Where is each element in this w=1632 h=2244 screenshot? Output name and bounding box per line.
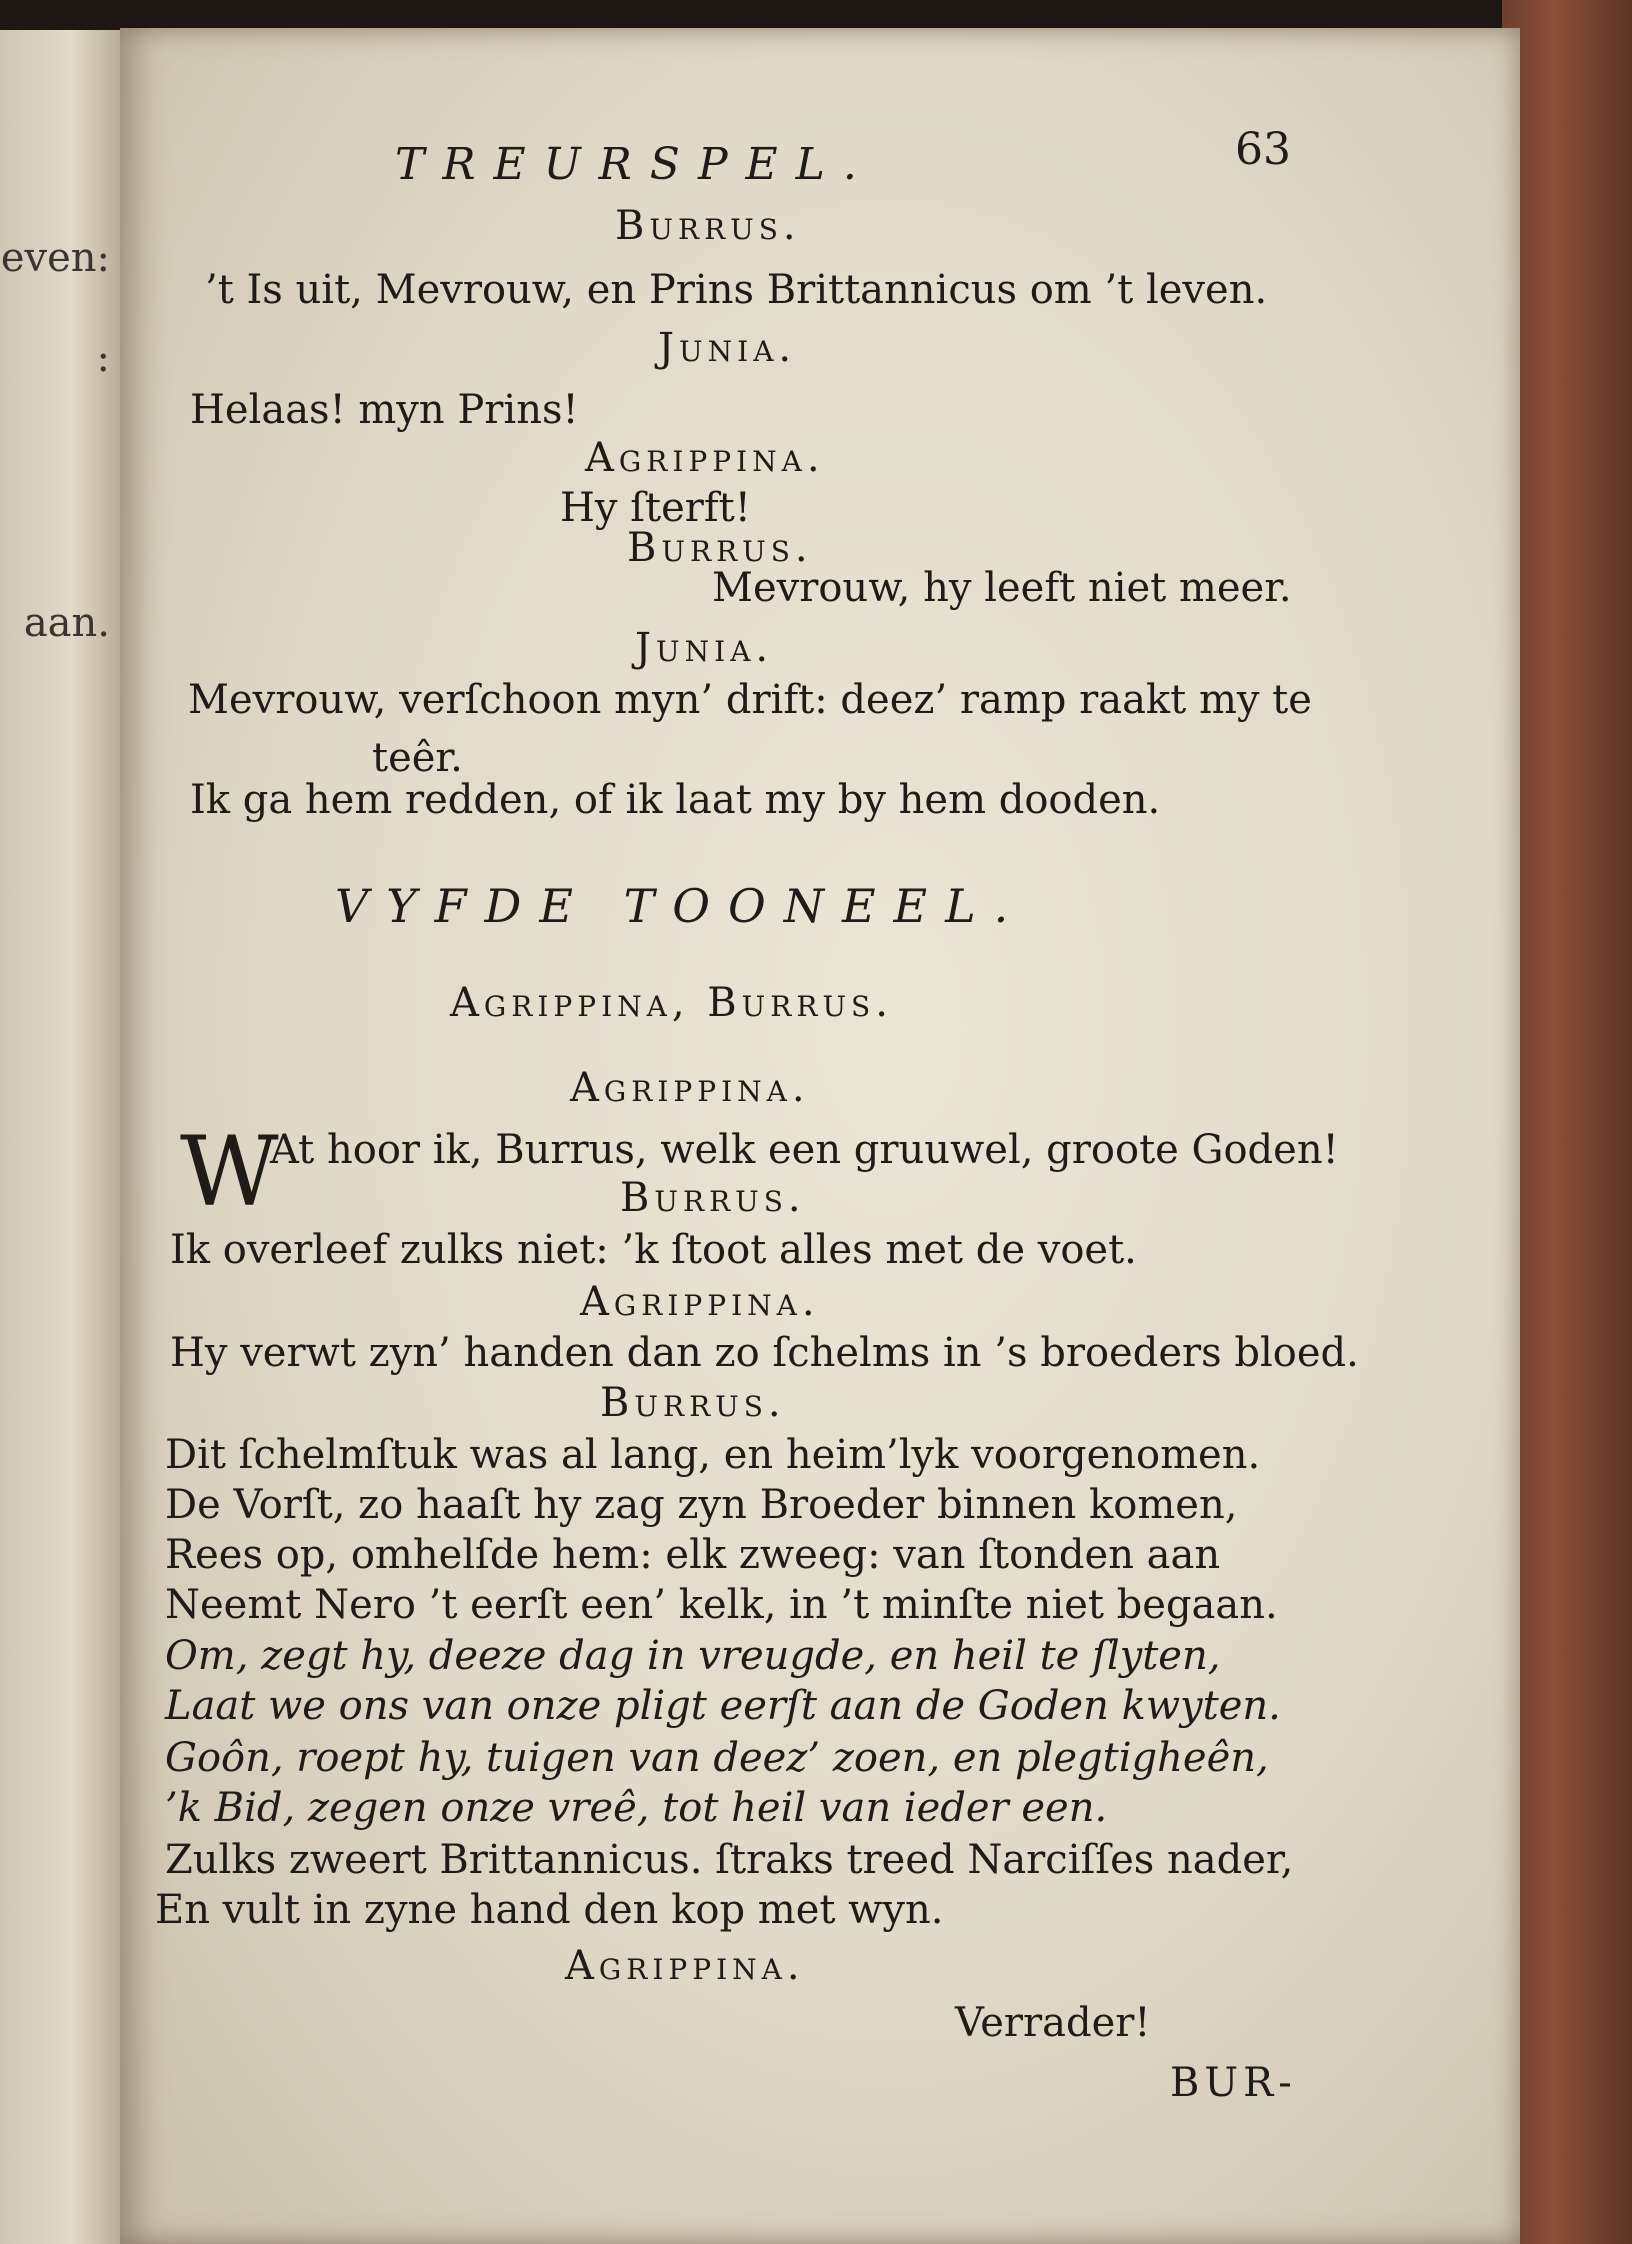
scene-characters: Agrippina, Burrus. <box>450 980 893 1026</box>
verse-line: Verrader! <box>955 2000 1151 2046</box>
verse-line: En vult in zyne hand den kop met wyn. <box>155 1887 944 1933</box>
speaker-label: Agrippina. <box>570 1065 810 1111</box>
verse-line: Hy verwt zyn’ handen dan zo ſchelms in ’s broeders bloed. <box>170 1330 1359 1376</box>
verse-line: Zulks zweert Brittannicus. ſtraks treed Narciſſes nader, <box>165 1837 1294 1883</box>
drop-capital: W <box>180 1116 279 1228</box>
verse-line: Goôn, roept hy, tuigen van deez’ zoen, en plegtigheên, <box>165 1735 1269 1781</box>
verse-line: De Vorſt, zo haaſt hy zag zyn Broeder binnen komen, <box>165 1482 1238 1528</box>
verse-line: teêr. <box>372 735 463 781</box>
book-binding <box>1502 0 1632 2244</box>
catchword: BUR- <box>1170 2060 1297 2106</box>
verse-line: Rees op, omhelſde hem: elk zweeg: van ſtonden aan <box>165 1532 1221 1578</box>
speaker-label: Agrippina. <box>565 1943 805 1989</box>
verse-line: Neemt Nero ’t eerſt een’ kelk, in ’t minſte niet begaan. <box>165 1582 1278 1628</box>
speaker-label: Burrus. <box>627 525 813 571</box>
speaker-label: Burrus. <box>600 1380 786 1426</box>
verse-line: Laat we ons van onze pligt eerſt aan de Goden kwyten. <box>165 1683 1281 1729</box>
page-number: 63 <box>1235 124 1291 175</box>
left-page-fragment: aan. <box>23 600 110 646</box>
verse-line: ’k Bid, zegen onze vreê, tot heil van ieder een. <box>165 1785 1108 1831</box>
left-page-fragment: even: <box>0 235 110 281</box>
verse-line: Ik overleef zulks niet: ’k ſtoot alles met de voet. <box>170 1227 1137 1273</box>
scene-heading: VYFDE TOONEEL. <box>335 879 1027 933</box>
speaker-label: Agrippina. <box>585 435 825 481</box>
verse-line: At hoor ik, Burrus, welk een gruuwel, groote Goden! <box>270 1127 1339 1173</box>
left-page-fragment: : <box>96 335 110 381</box>
speaker-label: Junia. <box>658 325 797 371</box>
speaker-label: Agrippina. <box>580 1279 820 1325</box>
book-page <box>120 28 1520 2244</box>
speaker-label: Junia. <box>635 625 774 671</box>
verse-line: Mevrouw, verſchoon myn’ drift: deez’ ramp raakt my te <box>188 677 1312 723</box>
verse-line: Hy ſterft! <box>560 485 751 531</box>
verse-line: Helaas! myn Prins! <box>190 387 579 433</box>
speaker-label: Burrus. <box>620 1175 806 1221</box>
verse-line: Mevrouw, hy leeft niet meer. <box>712 565 1292 611</box>
left-facing-page <box>0 30 120 2244</box>
verse-line: Dit ſchelmſtuk was al lang, en heim’lyk voorgenomen. <box>165 1432 1261 1478</box>
verse-line: Om, zegt hy, deeze dag in vreugde, en heil te ſlyten, <box>165 1633 1221 1679</box>
verse-line: ’t Is uit, Mevrouw, en Prins Brittannicus om ’t leven. <box>205 267 1268 313</box>
speaker-label: Burrus. <box>615 203 801 249</box>
running-head: TREURSPEL. <box>395 139 875 190</box>
verse-line: Ik ga hem redden, of ik laat my by hem dooden. <box>190 777 1161 823</box>
